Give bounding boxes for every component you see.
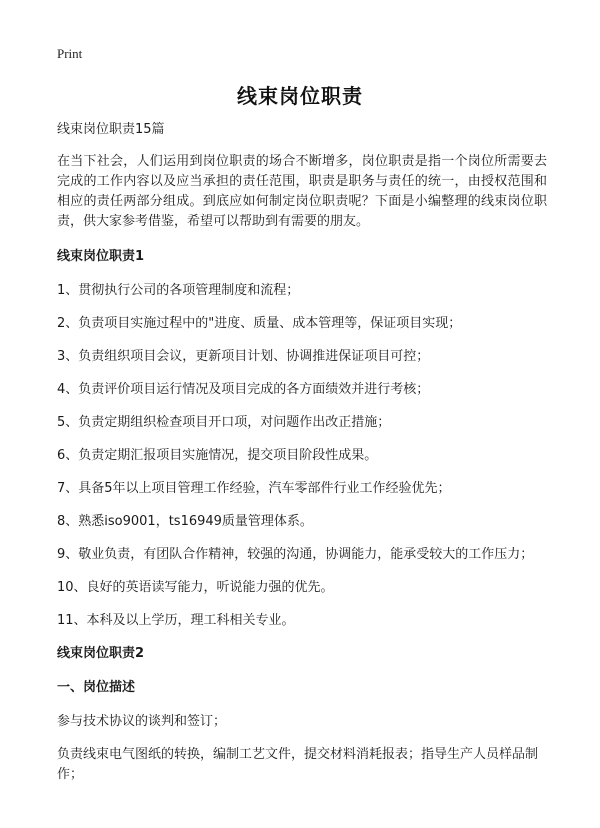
intro-paragraph: 在当下社会，人们运用到岗位职责的场合不断增多，岗位职责是指一个岗位所需要去完成的工作内容以及应当承担的责任范围，职责是职务与责任的统一，由授权范围和相应的责任两部分组成。到底应如何制定岗位职责呢？下面是小编整理的线束岗位职责，供大家参考借鉴，希望可以帮助到有需要的朋友。 — [57, 154, 547, 229]
section2-list — [57, 712, 547, 785]
section2-heading: 线束岗位职责2 — [57, 646, 145, 661]
list-item: 7、具备5年以上项目管理工作经验，汽车零部件行业工作经验优先； — [57, 481, 451, 496]
list-item: 8、熟悉iso9001，ts16949质量管理体系。 — [57, 514, 313, 529]
list-item: 3、负责组织项目会议，更新项目计划、协调推进保证项目可控； — [57, 349, 430, 364]
list-item: 4、负责评价项目运行情况及项目完成的各方面绩效并进行考核； — [57, 382, 430, 397]
list-item: 负责线束电气图纸的转换，编制工艺文件，提交材料消耗报表；指导生产人员样品制作； — [57, 747, 539, 782]
list-item: 1、贯彻执行公司的各项管理制度和流程； — [57, 283, 300, 298]
list-item: 11、本科及以上学历，理工科相关专业。 — [57, 613, 295, 628]
list-item: 2、负责项目实施过程中的"进度、质量、成本管理等，保证项目实现； — [57, 316, 462, 331]
print-label: Print — [57, 46, 83, 61]
document-subtitle: 线束岗位职责15篇 — [57, 122, 165, 137]
list-item: 5、负责定期组织检查项目开口项，对问题作出改正措施； — [57, 415, 391, 430]
document-title: 线束岗位职责 — [237, 84, 363, 108]
list-item: 10、良好的英语读写能力，听说能力强的优先。 — [57, 580, 334, 595]
section2-subheading: 一、岗位描述 — [57, 680, 136, 695]
list-item: 9、敬业负责，有团队合作精神，较强的沟通，协调能力，能承受较大的工作压力； — [57, 547, 534, 562]
section1-list — [57, 281, 547, 631]
section1-heading: 线束岗位职责1 — [57, 249, 145, 264]
list-item: 6、负责定期汇报项目实施情况，提交项目阶段性成果。 — [57, 448, 378, 463]
document-body — [57, 120, 547, 798]
list-item: 参与技术协议的谈判和签订； — [57, 714, 227, 729]
